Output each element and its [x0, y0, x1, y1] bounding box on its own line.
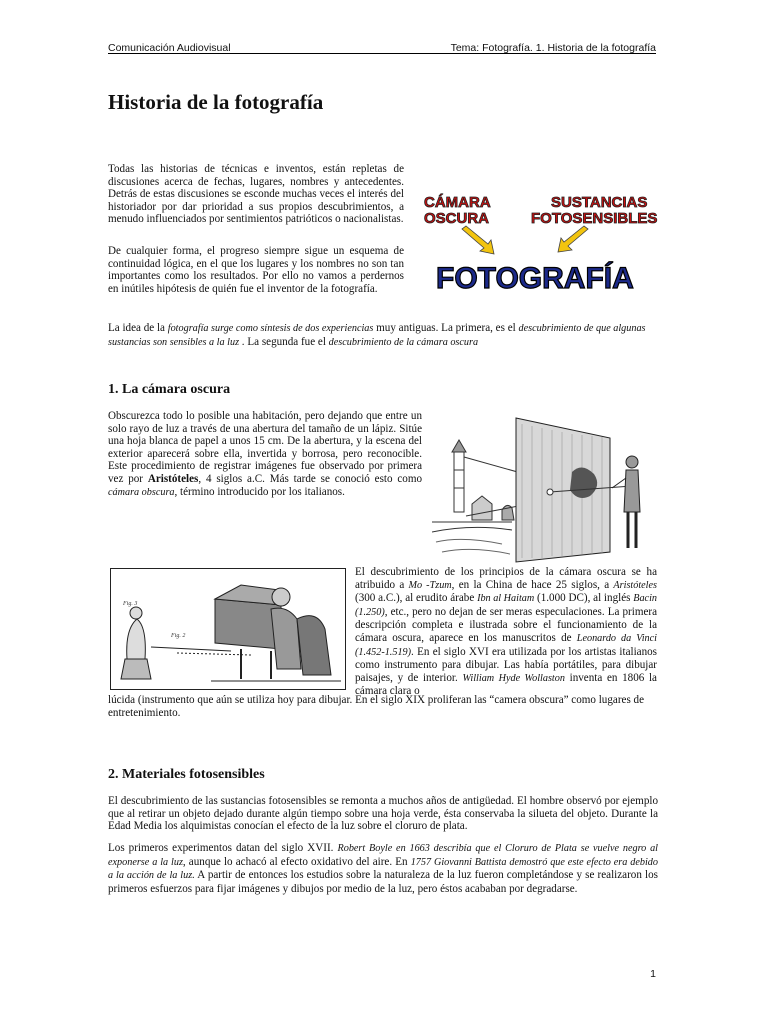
section-1-paragraph-1	[108, 410, 422, 499]
section-2-paragraph-1: El descubrimiento de las sustancias fotosensibles se remonta a muchos años de antigüedad. El hombre observó por ejemplo que al retirar un objeto dejado durante algún tiempo sobre una hoja verde, ésta conservaba la silueta del objeto. Durante la Edad Media los alquimistas conocían el efecto de la luz sobre el cloruro de plata.	[108, 795, 658, 833]
label-fotografia: FOTOGRAFÍA	[436, 262, 634, 295]
section-1-paragraph-2-tail: lúcida (instrumento que aún se utiliza hoy para dibujar. En el siglo XIX proliferan las “camera obscura” como lugares de entretenimiento.	[108, 694, 645, 719]
label-oscura: OSCURA	[424, 210, 490, 227]
s1p2-seg-4: (300 a.C.), al erudito árabe	[355, 592, 478, 605]
synthesis-text-c: muy antiguas. La primera, es el	[373, 322, 519, 334]
synthesis-italic-b: fotografía surge como síntesis de dos experiencias	[167, 323, 374, 334]
s1-bold-aristoteles: Aristóteles	[147, 472, 199, 485]
label-sustancias: SUSTANCIAS	[551, 194, 648, 211]
synthesis-text-a: La idea de la	[108, 322, 168, 334]
synthesis-italic-d: descubrimiento de que algunas sustancias son sensibles a la luz	[108, 323, 646, 348]
label-camara: CÁMARA	[424, 194, 491, 211]
s1p2-seg-1: Mo -Tzum	[408, 579, 452, 591]
section-2-paragraph-2	[108, 842, 658, 895]
s2p2-seg-0: Los primeros experimentos datan del siglo XVII.	[108, 842, 338, 854]
s1p2-seg-2: , en la China de hace 25 siglos, a	[451, 578, 614, 591]
s1p2-seg-10: . En el siglo XVI era utilizada por los artistas italianos como instrumento para dibujar. Las había portátiles, para dibujar paisajes, y de interior.	[355, 645, 657, 684]
drawing-machine-engraving	[110, 568, 346, 690]
header-rule	[108, 53, 656, 54]
section-1-heading: 1. La cámara oscura	[108, 382, 231, 397]
header-right: Tema: Fotografía. 1. Historia de la fotografía	[450, 42, 656, 54]
synthesis-text-e: . La segunda fue el	[239, 335, 329, 348]
fotografia-diagram-graphic	[418, 184, 668, 296]
s1p2-seg-11: William Hyde Wollaston	[462, 672, 565, 684]
drawing-machine-illustration	[111, 569, 345, 689]
section-1-paragraph-2	[355, 566, 657, 698]
s1p2-seg-8: , etc., pero no dejan de ser meras especulaciones. La primera descripción completa e ilustrada sobre el funcionamiento de la cámara oscura, aparece en los manuscritos de	[355, 605, 657, 644]
synthesis-paragraph	[108, 322, 656, 349]
fotografia-diagram	[418, 184, 668, 296]
s1p2-seg-5: Ibn al Haitam	[477, 593, 535, 605]
s1p2-seg-3: Aristóteles	[613, 579, 657, 591]
intro-paragraph-1: Todas las historias de técnicas e inventos, están repletas de discusiones acerca de fechas, lugares, nombres y antecedentes. Detrás de estas discusiones se esconde muchas veces el interés del historiador por dar prioridad a sus propios descubrimientos, a menudo influenciados por sentimientos patrióticos o nacionalistas.	[108, 163, 404, 226]
s2p2-seg-4: A partir de entonces los estudios sobre la naturaleza de la luz fueron completándose y se realizaron los primeros esfuerzos para fijar imágenes y dibujos por medio de la luz, pero éstos acababan por degradarse.	[108, 869, 658, 895]
s1p2-seg-0: El descubrimiento de los principios de la cámara oscura se ha atribuido a	[355, 566, 657, 591]
arrow-right-icon	[558, 226, 588, 252]
intro-paragraph-2: De cualquier forma, el progreso siempre sigue un esquema de continuidad lógica, en el que los lugares y los nombres no son tan importantes como los resultados. Por ello no vamos a perdernos en inútiles hipótesis de quién fue el inventor de la fotografía.	[108, 245, 404, 295]
s1p2-seg-9: Leonardo da Vinci (1.452-1.519)	[355, 632, 657, 658]
s1-text-e: , término introducido por los italianos.	[174, 485, 345, 498]
camera-obscura-illustration	[432, 412, 664, 564]
label-fotosensibles: FOTOSENSIBLES	[531, 210, 658, 227]
synthesis-italic-f: descubrimiento de la cámara oscura	[328, 336, 479, 348]
page-number: 1	[650, 968, 656, 980]
section-2-heading: 2. Materiales fotosensibles	[108, 767, 265, 782]
camera-obscura-engraving	[432, 412, 664, 564]
page-title: Historia de la fotografía	[108, 90, 324, 114]
s1p2-seg-12: inventa en 1806 la cámara clara o	[355, 671, 657, 698]
arrow-left-icon	[462, 226, 494, 254]
s1p2-seg-7: Bacin (1.250)	[355, 593, 657, 618]
s1p2-seg-6: (1.000 DC), al inglés	[534, 592, 634, 605]
s2p2-seg-2: , aunque lo achacó al efecto oxidativo del aire. En	[182, 855, 411, 868]
header-left: Comunicación Audiovisual	[108, 42, 231, 54]
s1-text-c: , 4 siglos a.C. Más tarde se conoció esto como	[198, 472, 422, 485]
s1-italic-camara: cámara obscura	[108, 486, 175, 498]
fig-label-2: Fig. 2	[171, 633, 186, 639]
s2p2-seg-3: 1757 Giovanni Battista demostró que este efecto era debido a la acción de la luz.	[108, 856, 658, 882]
s1-text-a: Obscurezca todo lo posible una habitación, pero dejando que entre un solo rayo de luz a través de una abertura del tamaño de un lápiz. Sitúe una hoja blanca de papel a unos 15 cm. De la abertura, y la escena del exterior aparecerá sobre ella, invertida y borrosa, pero reconocible. Este procedimiento de registrar imágenes fue observado por primera vez por	[108, 410, 422, 485]
fig-label-3: Fig. 3	[123, 601, 138, 607]
s2p2-seg-1: Robert Boyle en 1663 describía que el Cloruro de Plata se vuelve negro al exponerse a la luz	[108, 843, 658, 868]
